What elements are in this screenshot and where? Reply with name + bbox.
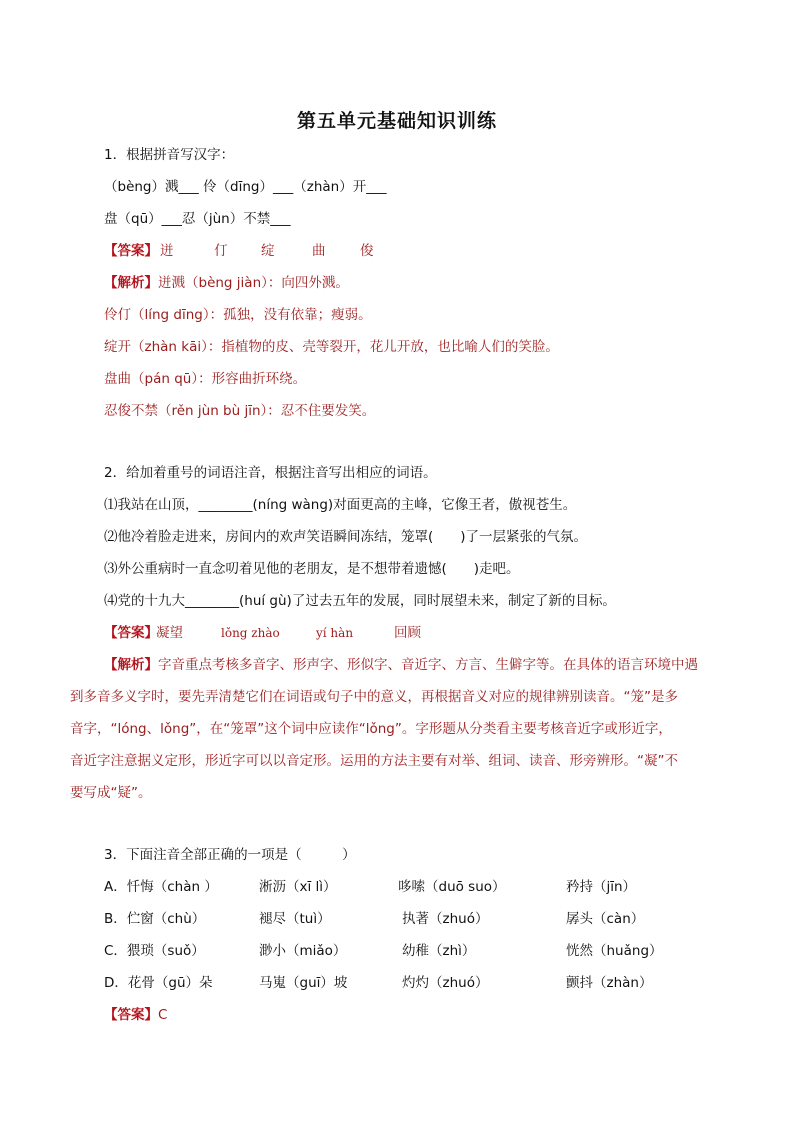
q3-option: B．伫窗（chù） — [104, 911, 206, 927]
q1-answer — [104, 242, 404, 260]
q3-option: 执著（zhuó） — [402, 911, 489, 927]
q1-analysis-line: 盘曲（pán qū）：形容曲折环绕。 — [104, 371, 307, 387]
q3-option: D．花骨（gū）朵 — [104, 975, 213, 991]
q3-option: C．猥琐（suǒ） — [104, 943, 205, 959]
q2-item: ⑶外公重病时一直念叨着见他的老朋友，是不想带着遗憾( )走吧。 — [104, 561, 520, 577]
q3-option: 褪尽（tuì） — [259, 911, 331, 927]
q3-option: 淅沥（xī lì） — [259, 879, 337, 895]
q1-row2: 盘（qū）___忍（jùn）不禁___ — [104, 211, 291, 227]
q1-row1: （bèng）溅___ 伶（dīng）___（zhàn）开___ — [104, 179, 387, 195]
q2-answer-item: 回顾 — [394, 625, 421, 641]
q2-item: ⑴我站在山顶，________(níng wàng)对面更高的主峰，它像王者，傲视苍生。 — [104, 497, 577, 513]
answer-tag: 【答案】 — [104, 625, 158, 641]
q3-prompt: 3．下面注音全部正确的一项是（ ） — [104, 847, 356, 863]
q1-analysis-line: 伶仃（líng dīng）：孤独，没有依靠；瘦弱。 — [104, 307, 372, 323]
q1-prompt: 1．根据拼音写汉字： — [104, 147, 235, 163]
q1-answer-item: 仃 — [214, 243, 228, 259]
q3-option: 哆嗦（duō suo） — [398, 879, 506, 895]
q2-item: ⑷党的十九大________(huí gù)了过去五年的发展，同时展望未来，制定了新的目标。 — [104, 593, 616, 609]
q3-option: 灼灼（zhuó） — [402, 975, 489, 991]
q2-analysis-line — [104, 656, 698, 674]
q1-answer-item: 迸 — [160, 243, 174, 259]
q2-analysis-line: 音近字注意据义定形，形近字可以以音定形。运用的方法主要有对举、组词、读音、形旁辨形。“凝”不 — [70, 753, 678, 769]
page-title: 第五单元基础知识训练 — [296, 110, 497, 132]
q3-option: 矜持（jīn） — [566, 879, 637, 895]
q2-answer — [104, 624, 444, 642]
q1-analysis-line: 忍俊不禁（rěn jùn bù jīn）：忍不住要发笑。 — [104, 403, 376, 419]
q3-option: 颤抖（zhàn） — [566, 975, 653, 991]
q3-option: 孱头（càn） — [566, 911, 645, 927]
analysis-tag: 【解析】 — [104, 275, 158, 291]
q3-answer — [104, 1006, 167, 1024]
q1-answer-item: 绽 — [261, 243, 275, 259]
q2-answer-item: 凝望 — [156, 625, 183, 641]
q1-analysis-line — [104, 274, 349, 292]
q2-prompt: 2．给加着重号的词语注音，根据注音写出相应的词语。 — [104, 465, 437, 481]
answer-tag: 【答案】 — [104, 243, 158, 259]
q3-option: 恍然（huǎng） — [566, 943, 663, 959]
q3-option: 渺小（miǎo） — [259, 943, 347, 959]
q3-answer-value: C — [158, 1007, 168, 1023]
q2-answer-item: lǒng zhào — [221, 626, 280, 640]
q3-option: 幼稚（zhì） — [402, 943, 476, 959]
q2-analysis-line: 到多音多义字时，要先弄清楚它们在词语或句子中的意义，再根据音义对应的规律辨别读音。“笼”是多 — [70, 689, 678, 705]
q1-answer-item: 曲 — [312, 243, 326, 259]
analysis-text: 字音重点考核多音字、形声字、形似字、音近字、方言、生僻字等。在具体的语言环境中遇 — [158, 657, 698, 673]
q3-option: A．忏悔（chàn ） — [104, 879, 218, 895]
q2-analysis-line: 要写成“疑”。 — [70, 785, 152, 801]
analysis-tag: 【解析】 — [104, 657, 158, 673]
q2-item: ⑵他冷着脸走进来，房间内的欢声笑语瞬间冻结，笼罩( )了一层紧张的气氛。 — [104, 529, 588, 545]
q2-analysis-line: 音字，“lóng、lǒng”，在“笼罩”这个词中应读作“lǒng”。字形题从分类看主要考核音近字或形近字， — [70, 721, 672, 737]
q1-answer-item: 俊 — [360, 243, 374, 259]
q3-option: 马嵬（guī）坡 — [259, 975, 348, 991]
q1-analysis-line: 绽开（zhàn kāi）：指植物的皮、壳等裂开，花儿开放，也比喻人们的笑脸。 — [104, 339, 559, 355]
q2-answer-item: yí hàn — [316, 626, 354, 640]
analysis-text: 迸溅（bèng jiàn）：向四外溅。 — [158, 275, 349, 291]
answer-tag: 【答案】 — [104, 1007, 158, 1023]
